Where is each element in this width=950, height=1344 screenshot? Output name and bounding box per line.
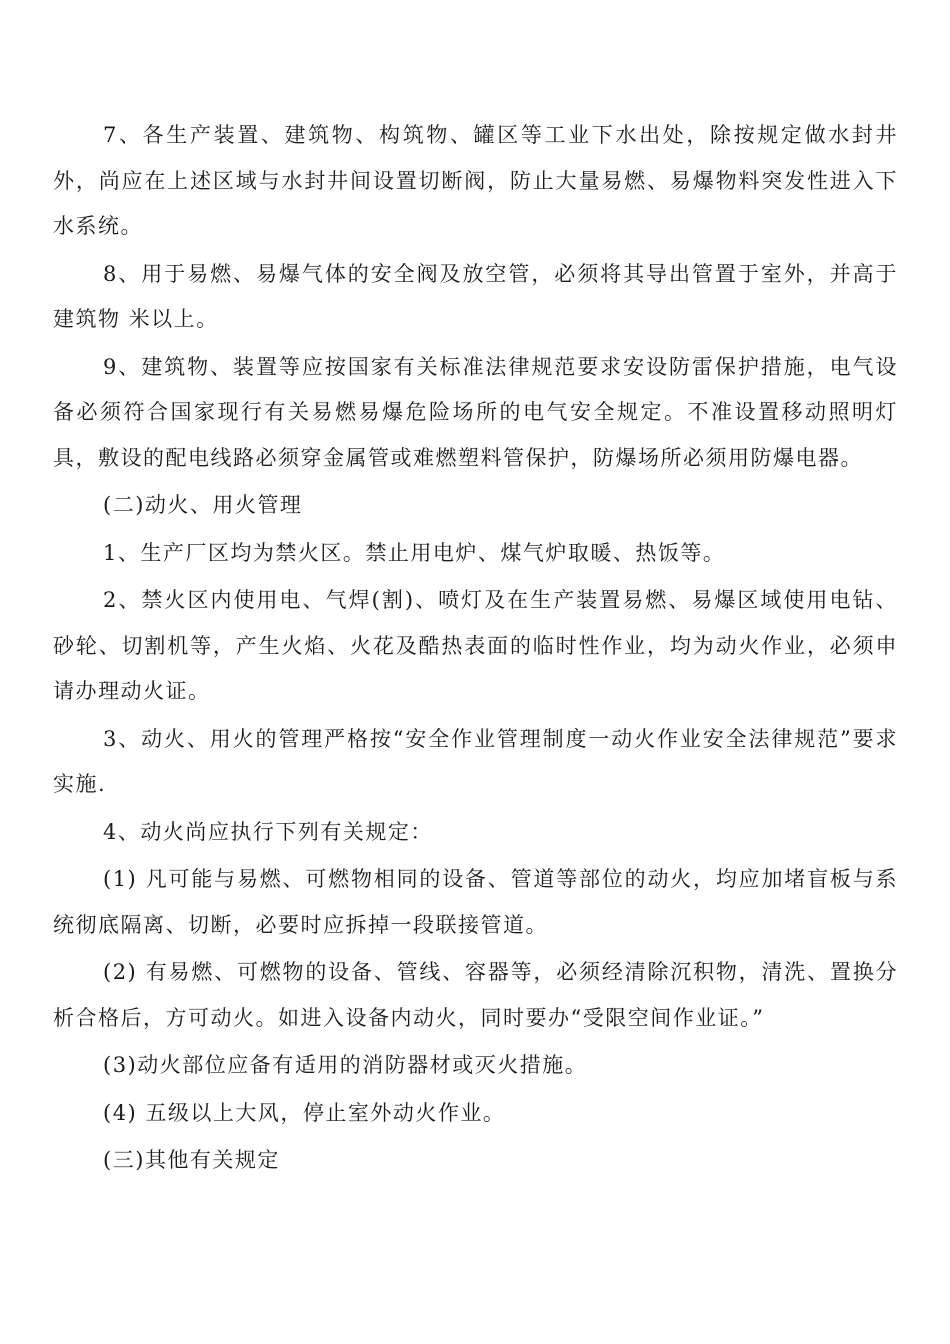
paragraph-8-safety-valve: 8、用于易燃、易爆气体的安全阀及放空管，必须将其导出管置于室外，并高于建筑物 米以上。 xyxy=(53,261,898,331)
paragraph-7-drain-water-seal: 7、各生产装置、建筑物、构筑物、罐区等工业下水出处，除按规定做水封井外，尚应在上述区域与水封井间设置切断阀，防止大量易燃、易爆物料突发性进入下水系统。 xyxy=(53,123,898,238)
rule-1-blind-plates: (1) 凡可能与易燃、可燃物相同的设备、管道等部位的动火，均应加堵盲板与系统彻底隔离、切断，必要时应拆掉一段联接管道。 xyxy=(53,867,898,937)
rule-3-fire-equipment: (3)动火部位应备有适用的消防器材或灭火措施。 xyxy=(103,1053,588,1077)
paragraph-3-hot-work-management: 3、动火、用火的管理严格按“安全作业管理制度一动火作业安全法律规范”要求实施. xyxy=(53,726,898,796)
paragraph-1-no-fire-zone: 1、生产厂区均为禁火区。禁止用电炉、煤气炉取暖、热饭等。 xyxy=(103,540,726,565)
paragraph-2-hot-work-permit: 2、禁火区内使用电、气焊(割)、喷灯及在生产装置易燃、易爆区域使用电钻、砂轮、切割机等，产生火焰、火花及酷热表面的临时性作业，均为动火作业，必须申请办理动火证。 xyxy=(53,588,898,703)
paragraph-4-hot-work-rules: 4、动火尚应执行下列有关规定： xyxy=(103,819,433,844)
section-heading-hot-work: (二)动火、用火管理 xyxy=(103,493,303,517)
paragraph-9-lightning-protection: 9、建筑物、装置等应按国家有关标准法律规范要求安设防雷保护措施，电气设备必须符合国家现行有关易燃易爆危险场所的电气安全规定。不准设置移动照明灯具，敷设的配电线路必须穿金属管或难燃塑料管保护，防爆场所必须用防爆电器。 xyxy=(53,354,898,470)
rule-2-cleaning-replacement: (2) 有易燃、可燃物的设备、管线、容器等，必须经清除沉积物，清洗、置换分析合格后，方可动火。如进入设备内动火，同时要办“受限空间作业证。” xyxy=(53,960,898,1030)
section-heading-other-rules: (三)其他有关规定 xyxy=(103,1148,280,1172)
document-body xyxy=(53,113,898,1184)
rule-4-strong-wind: (4) 五级以上大风，停止室外动火作业。 xyxy=(103,1100,506,1125)
